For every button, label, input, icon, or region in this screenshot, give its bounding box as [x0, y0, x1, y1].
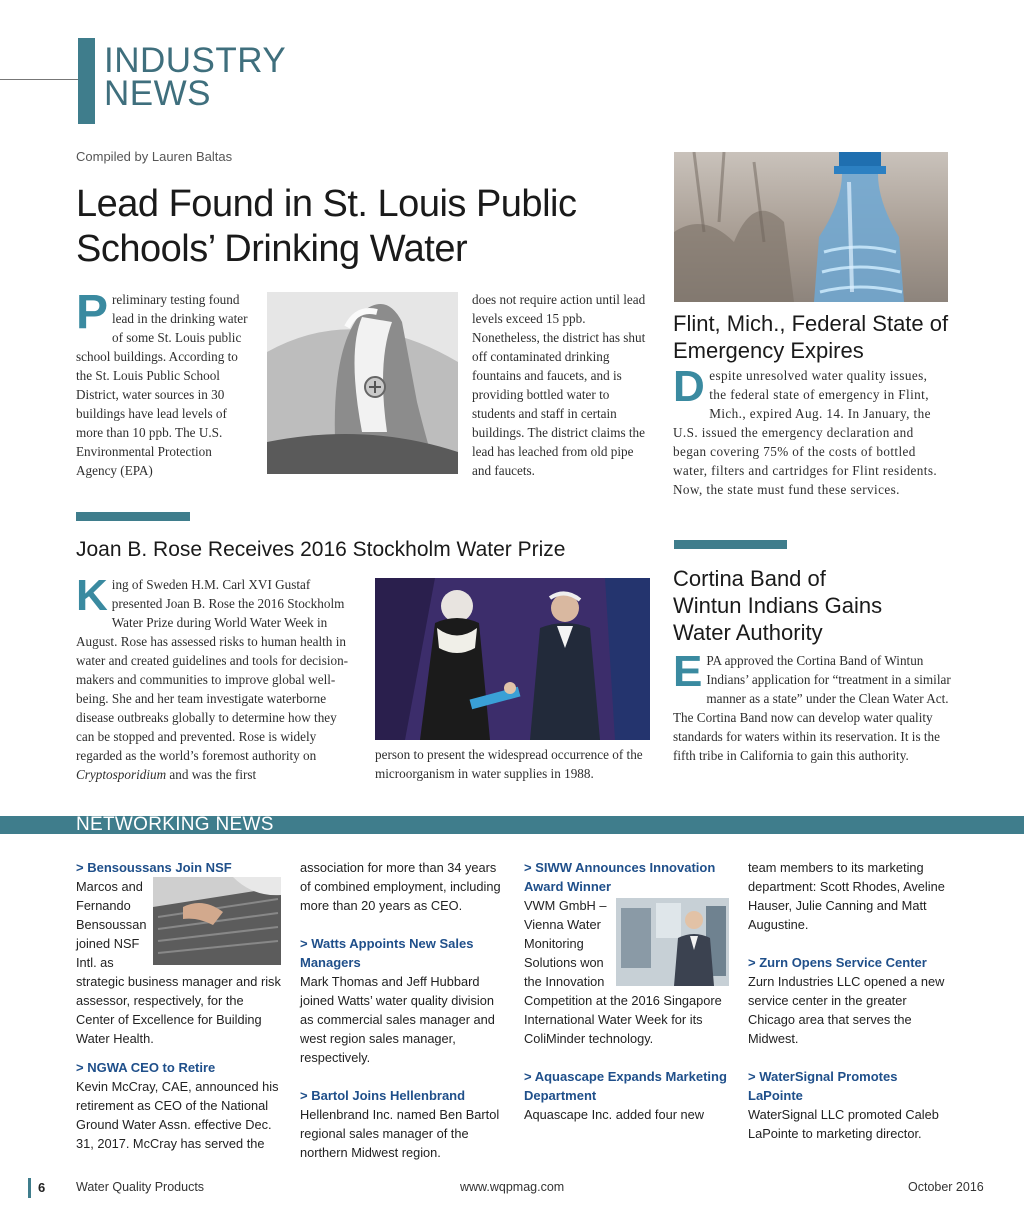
- section-bar: [78, 38, 95, 124]
- flint-headline: [673, 310, 973, 364]
- rose-col1-text-b: and was the first: [166, 767, 257, 782]
- networking-banner-label: NETWORKING NEWS: [76, 814, 274, 835]
- award-photo: [375, 578, 650, 740]
- net-col2: [300, 858, 505, 1162]
- section-title-line1: INDUSTRY: [104, 41, 287, 80]
- dropcap-d: D: [673, 362, 706, 411]
- cortina-headline-line1: Cortina Band of: [673, 566, 826, 591]
- flint-text: [673, 362, 943, 499]
- dropcap-p: P: [76, 286, 109, 339]
- bensoussans-text: Marcos and Fernando Bensoussan joined NSF Intl. as strategic business manager and risk assessor, respectively, for the Center of Excellence for Building Water Health.: [76, 879, 281, 1046]
- rose-col1: [76, 571, 356, 784]
- lead-headline-line1: Lead Found in St. Louis Public: [76, 183, 577, 225]
- aquascape-headline: > Aquascape Expands Marketing Department: [524, 1069, 727, 1103]
- lead-col2: does not require action until lead levels exceed 15 ppb. Nonetheless, the district has shut off contaminated drinking fountains and faucets, and is providing bottled water to students and staff in certain buildings. The district claims the lead has leached from old pipe and faucets.: [472, 292, 646, 478]
- ngwa-text: Kevin McCray, CAE, announced his retirement as CEO of the National Ground Water Assn. effective Dec. 31, 2017. McCray has served the: [76, 1079, 279, 1151]
- cortina-headline: [673, 565, 973, 646]
- watersignal-headline: > WaterSignal Promotes LaPointe: [748, 1069, 898, 1103]
- aquascape-continued: team members to its marketing department: Scott Rhodes, Aveline Hauser, Julie Canning and Matt Augustine.: [748, 860, 945, 932]
- footer-publication: Water Quality Products: [76, 1180, 205, 1194]
- keyboard-photo: [153, 877, 281, 965]
- flint-text-body: espite unresolved water quality issues, the federal state of emergency in Flint, Mich., expired Aug. 14. In January, the U.S. issued the emergency declaration and began covering 75% of the costs of bottled water, filters and cartridges for Flint residents. Now, the state must fund these services.: [673, 368, 938, 497]
- ngwa-continued: association for more than 34 years of combined employment, including more than 20 years as CEO.: [300, 860, 501, 913]
- siww-text: VWM GmbH – Vienna Water Monitoring Solutions won the Innovation Competition at the 2016 Singapore International Water Week for its ColiMinder technology.: [524, 898, 722, 1046]
- byline: Compiled by Lauren Baltas: [76, 149, 233, 164]
- section-title: [104, 41, 287, 113]
- ngwa-headline: > NGWA CEO to Retire: [76, 1060, 216, 1075]
- net-col1: [76, 858, 281, 1153]
- footer-bar: [28, 1178, 31, 1198]
- networking-banner: [0, 816, 1024, 834]
- watts-text: Mark Thomas and Jeff Hubbard joined Watts’ water quality division as commercial sales manager and west region sales manager, respectively.: [300, 974, 495, 1065]
- aquascape-text: Aquascape Inc. added four new: [524, 1107, 704, 1122]
- footer-date: October 2016: [908, 1180, 984, 1194]
- section-title-line2: NEWS: [104, 74, 211, 113]
- rose-col1-text-a: ing of Sweden H.M. Carl XVI Gustaf presented Joan B. Rose the 2016 Stockholm Water Prize during World Water Week in August. Rose has assessed risks to human health in water and created guidelines and tools for decision-makers and communities to improve global well-being. She and her team investigate waterborne disease outbreaks globally to determine how they can be stopped and prevented. Rose is widely regarded as the world’s foremost authority on: [76, 577, 349, 763]
- divider-bar-right: [674, 540, 787, 549]
- footer-url: www.wqpmag.com: [460, 1180, 565, 1194]
- zurn-headline: > Zurn Opens Service Center: [748, 955, 927, 970]
- rose-col1-italic: Cryptosporidium: [76, 767, 167, 782]
- zurn-text: Zurn Industries LLC opened a new service center in the greater Chicago area that serves the Midwest.: [748, 974, 945, 1046]
- dropcap-e: E: [673, 647, 703, 696]
- rose-headline: Joan B. Rose Receives 2016 Stockholm Water Prize: [76, 538, 566, 561]
- rose-col2: person to present the widespread occurrence of the microorganism in water supplies in 1988.: [375, 747, 643, 781]
- bartol-text: Hellenbrand Inc. named Ben Bartol regional sales manager of the northern Midwest region.: [300, 1107, 500, 1160]
- watersignal-text: WaterSignal LLC promoted Caleb LaPointe to marketing director.: [748, 1107, 939, 1141]
- flint-headline-line1: Flint, Mich., Federal State of: [673, 311, 949, 336]
- divider-bar-left: [76, 512, 190, 521]
- lead-headline-line2: Schools’ Drinking Water: [76, 228, 468, 270]
- cortina-headline-line2: Wintun Indians Gains: [673, 593, 883, 618]
- watts-headline: > Watts Appoints New Sales Managers: [300, 936, 474, 970]
- person-photo: [616, 898, 729, 986]
- page-number: 6: [38, 1180, 46, 1195]
- cortina-text: [673, 647, 951, 765]
- lead-col1-text: reliminary testing found lead in the drinking water of some St. Louis public school buildings. According to the St. Louis Public School District, water sources in 30 buildings have lead levels of more than 10 ppb. The U.S. Environmental Protection Agency (EPA): [76, 292, 248, 478]
- bottle-photo: [674, 152, 948, 302]
- header-rule: [0, 79, 78, 80]
- cortina-headline-line3: Water Authority: [673, 620, 823, 645]
- siww-headline: > SIWW Announces Innovation Award Winner: [524, 860, 716, 894]
- cortina-text-body: PA approved the Cortina Band of Wintun Indians’ application for “treatment in a similar manner as a state” under the Clean Water Act. The Cortina Band now can develop water quality standards for waters within its reservation. It is the fifth tribe in California to gain this authority.: [673, 653, 951, 763]
- lead-headline: [76, 182, 676, 272]
- fountain-photo: [267, 292, 458, 474]
- dropcap-k: K: [76, 571, 108, 620]
- net-col4: [748, 858, 948, 1143]
- flint-headline-line2: Emergency Expires: [673, 338, 864, 363]
- bartol-headline: > Bartol Joins Hellenbrand: [300, 1088, 466, 1103]
- lead-col1: [76, 286, 254, 480]
- net-col3: [524, 858, 729, 1124]
- bensoussans-headline: > Bensoussans Join NSF: [76, 860, 232, 875]
